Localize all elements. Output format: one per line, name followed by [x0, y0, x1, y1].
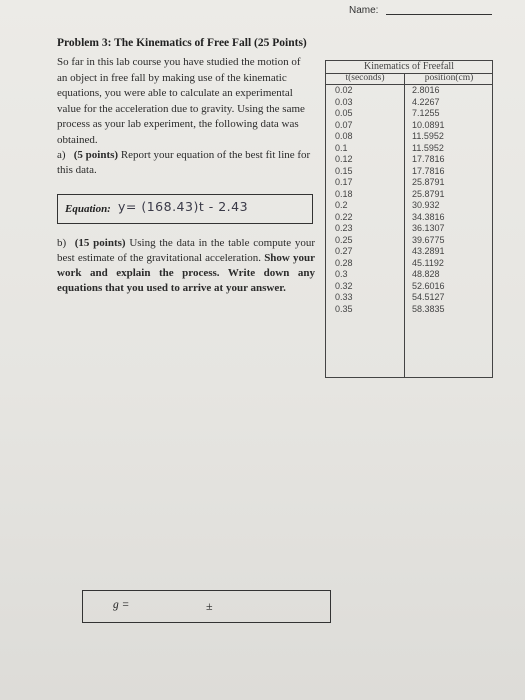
position-cell: 30.932: [412, 200, 440, 210]
part-a-label: a): [57, 149, 66, 161]
table-body: [326, 85, 492, 315]
position-cell: 11.5952: [412, 131, 444, 141]
time-cell: 0.05: [335, 108, 353, 118]
time-cell: 0.07: [335, 119, 353, 130]
table-row: [326, 108, 492, 120]
gravity-answer-box[interactable]: [82, 590, 331, 623]
table-row: [326, 292, 492, 304]
position-cell: 10.0891: [412, 119, 445, 130]
time-cell: 0.35: [335, 303, 353, 314]
time-cell: 0.3: [335, 269, 348, 279]
part-b-label: b): [57, 237, 67, 249]
table-row: [326, 258, 492, 270]
table-row: [326, 200, 492, 212]
position-cell: 48.828: [412, 269, 440, 279]
table-row: [326, 246, 492, 258]
table-row: [326, 223, 492, 235]
equation-handwritten-answer: y= (168.43)t - 2.43: [118, 199, 249, 214]
table-title: Kinematics of Freefall: [326, 61, 492, 74]
part-a: [57, 148, 315, 178]
position-cell: 17.7816: [412, 154, 445, 164]
position-cell: 17.7816: [412, 165, 445, 176]
time-cell: 0.32: [335, 280, 353, 291]
time-cell: 0.28: [335, 257, 353, 268]
position-cell: 34.3816: [412, 211, 445, 222]
position-cell: 43.2891: [412, 246, 445, 256]
time-cell: 0.17: [335, 177, 353, 187]
g-label: g =: [113, 599, 130, 611]
time-cell: 0.1: [335, 142, 348, 153]
table-row: [326, 212, 492, 224]
position-cell: 45.1192: [412, 257, 444, 268]
table-row: [326, 131, 492, 143]
equation-label: Equation:: [65, 203, 111, 215]
part-b: [57, 236, 315, 296]
time-cell: 0.25: [335, 234, 353, 245]
table-row: [326, 281, 492, 293]
time-cell: 0.33: [335, 292, 353, 302]
position-cell: 52.6016: [412, 280, 445, 291]
time-cell: 0.02: [335, 85, 353, 95]
name-field[interactable]: [386, 14, 492, 15]
position-cell: 25.8791: [412, 188, 445, 199]
time-cell: 0.23: [335, 223, 353, 233]
table-row: [326, 85, 492, 97]
col-header-time: t(seconds): [326, 73, 404, 85]
position-cell: 2.8016: [412, 85, 440, 95]
table-row: [326, 235, 492, 247]
part-b-points: (15 points): [74, 237, 126, 249]
col-header-position: position(cm): [405, 73, 493, 85]
time-cell: 0.08: [335, 131, 353, 141]
time-cell: 0.22: [335, 211, 353, 222]
table-row: [326, 189, 492, 201]
table-row: [326, 97, 492, 109]
problem-intro: So far in this lab course you have studied the motion of an object in free fall by making use of the kinematic equations, you were able to calculate an experimental value for the acceleration due to gravity. Using the same process as your lab experiment, the following data was obtained.: [57, 56, 305, 146]
time-cell: 0.27: [335, 246, 353, 256]
plus-minus-symbol: ±: [206, 599, 213, 613]
table-row: [326, 177, 492, 189]
time-cell: 0.2: [335, 200, 348, 210]
table-row: [326, 143, 492, 155]
table-row: [326, 120, 492, 132]
part-a-text: Report your equation of the best fit line for this data.: [57, 149, 311, 176]
table-row: [326, 166, 492, 178]
position-cell: 11.5952: [412, 142, 444, 153]
time-cell: 0.12: [335, 154, 353, 164]
time-cell: 0.18: [335, 188, 353, 199]
name-label: Name:: [349, 5, 379, 16]
part-b-instructions: Show your work and explain the process. Write down any equations that you used to arrive at your answer.: [57, 252, 315, 294]
table-row: [326, 154, 492, 166]
part-a-points: (5 points): [73, 149, 119, 161]
table-row: [326, 304, 492, 316]
table-row: [326, 269, 492, 281]
position-cell: 58.3835: [412, 303, 445, 314]
problem-title: Problem 3: The Kinematics of Free Fall (25 Points): [57, 37, 307, 49]
equation-answer-box[interactable]: [57, 194, 313, 224]
time-cell: 0.03: [335, 96, 353, 107]
position-cell: 7.1255: [412, 108, 440, 118]
part-b-text: Using the data in the table compute your best estimate of the gravitational acceleration.: [57, 237, 316, 264]
position-cell: 54.5127: [412, 292, 445, 302]
position-cell: 4.2267: [412, 96, 440, 107]
position-cell: 25.8791: [412, 177, 445, 187]
kinematics-table: [325, 60, 493, 378]
time-cell: 0.15: [335, 165, 353, 176]
position-cell: 39.6775: [412, 234, 445, 245]
position-cell: 36.1307: [412, 223, 445, 233]
